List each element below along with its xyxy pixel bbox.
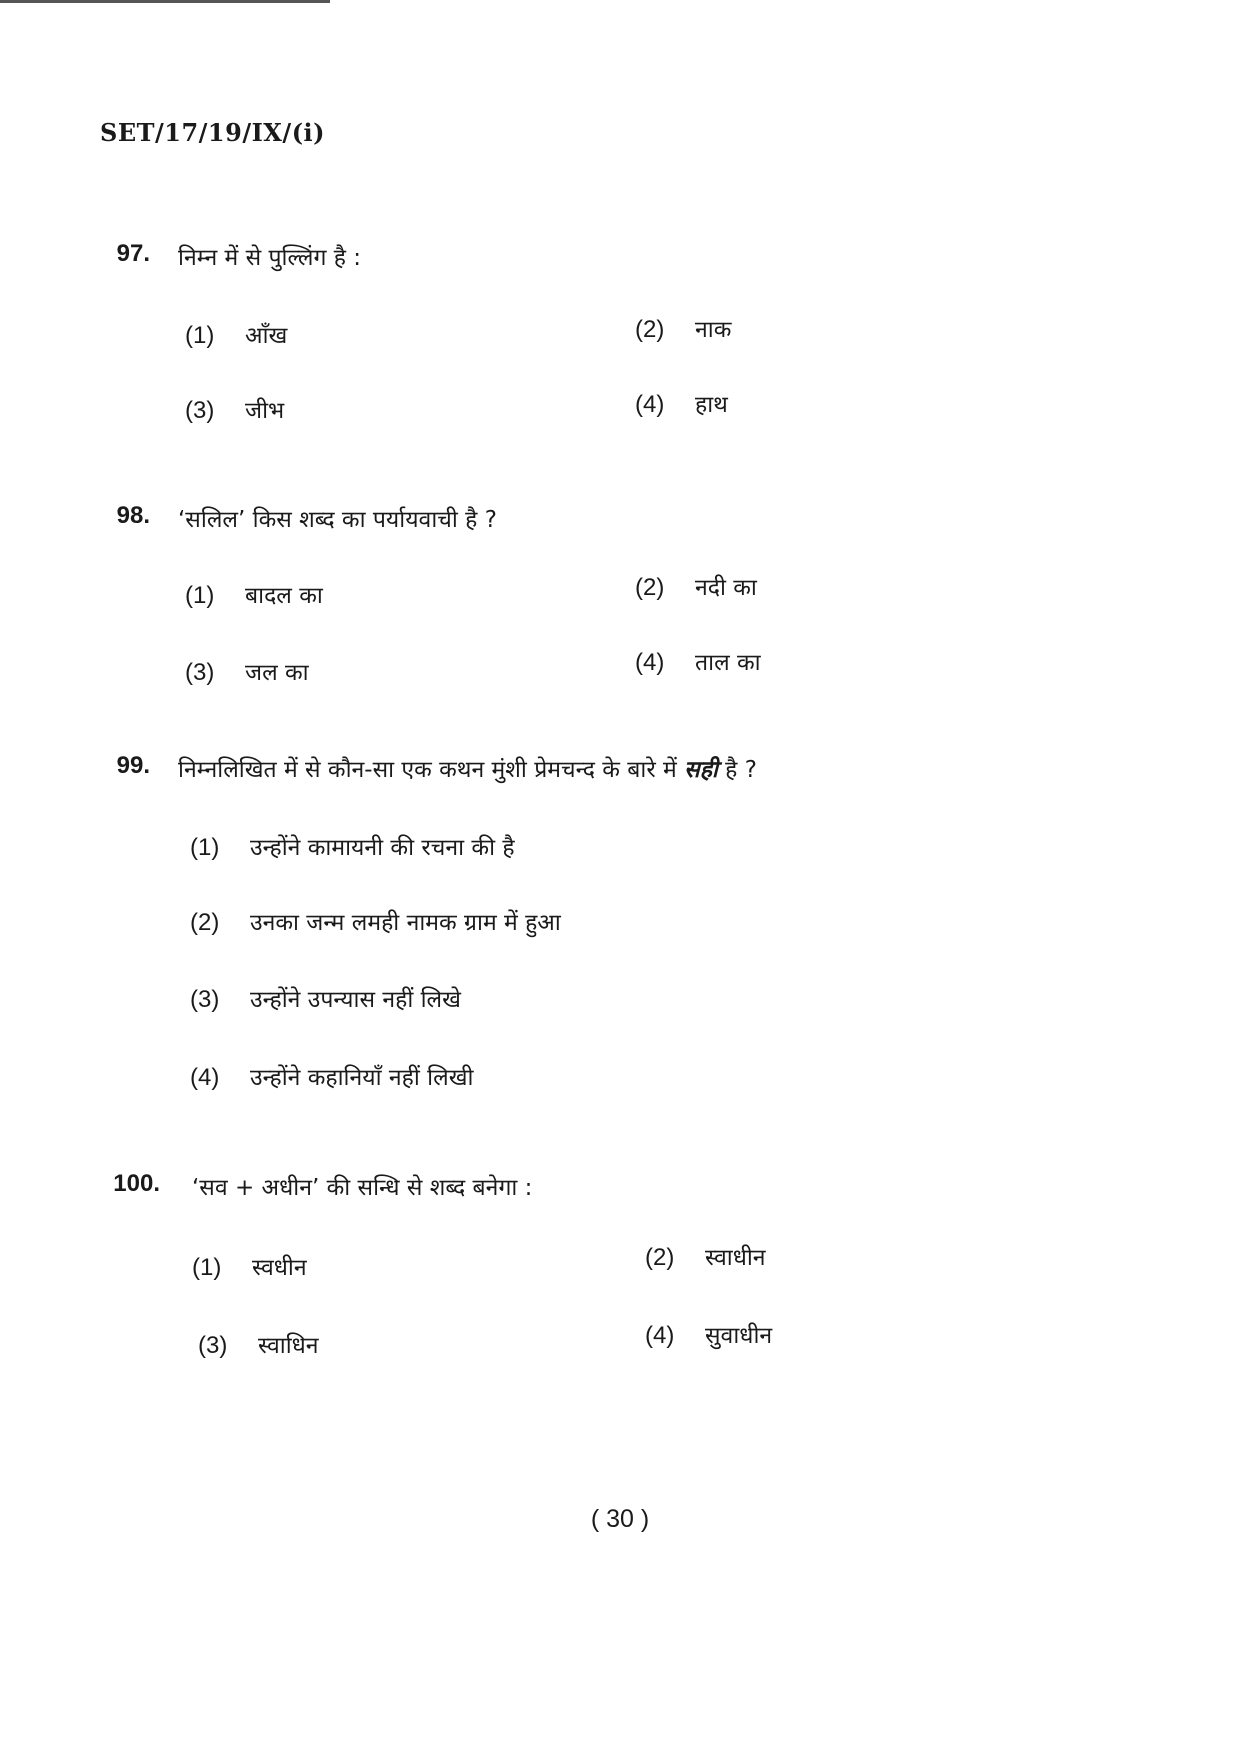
page-number: ( 30 ): [590, 1505, 650, 1533]
option-1: (1) बादल का: [185, 582, 323, 609]
option-3: (3) स्वाधिन: [198, 1332, 319, 1359]
question-text: निम्नलिखित में से कौन-सा एक कथन मुंशी प्रेमचन्द के बारे में सही है ?: [178, 757, 757, 783]
option-1: (1) स्वधीन: [192, 1254, 307, 1281]
option-2: (2) स्वाधीन: [645, 1244, 766, 1271]
question-number: 98.: [116, 502, 150, 529]
option-2: (2) नदी का: [635, 574, 757, 601]
option-4: (4) उन्होंने कहानियाँ नहीं लिखी: [190, 1064, 474, 1091]
question-text: ‘सव + अधीन’ की सन्धि से शब्द बनेगा :: [192, 1175, 533, 1201]
question-text: ‘सलिल’ किस शब्द का पर्यायवाची है ?: [178, 507, 497, 533]
option-1: (1) उन्होंने कामायनी की रचना की है: [190, 834, 515, 861]
option-2: (2) उनका जन्म लमही नामक ग्राम में हुआ: [190, 909, 561, 936]
top-rule: [0, 0, 330, 3]
question-number: 99.: [116, 752, 150, 779]
option-3: (3) जीभ: [185, 397, 285, 424]
option-1: (1) आँख: [185, 322, 288, 349]
question-text: निम्न में से पुल्लिंग है :: [178, 245, 361, 271]
question-number: 97.: [116, 240, 150, 267]
option-3: (3) उन्होंने उपन्यास नहीं लिखे: [190, 986, 461, 1013]
set-code: SET/17/19/IX/(i): [100, 118, 326, 147]
emphasis-word: सही: [684, 757, 718, 783]
question-number: 100.: [113, 1170, 160, 1197]
option-4: (4) हाथ: [635, 391, 728, 418]
option-4: (4) सुवाधीन: [645, 1322, 773, 1349]
option-4: (4) ताल का: [635, 649, 761, 676]
option-2: (2) नाक: [635, 316, 732, 343]
option-3: (3) जल का: [185, 659, 309, 686]
